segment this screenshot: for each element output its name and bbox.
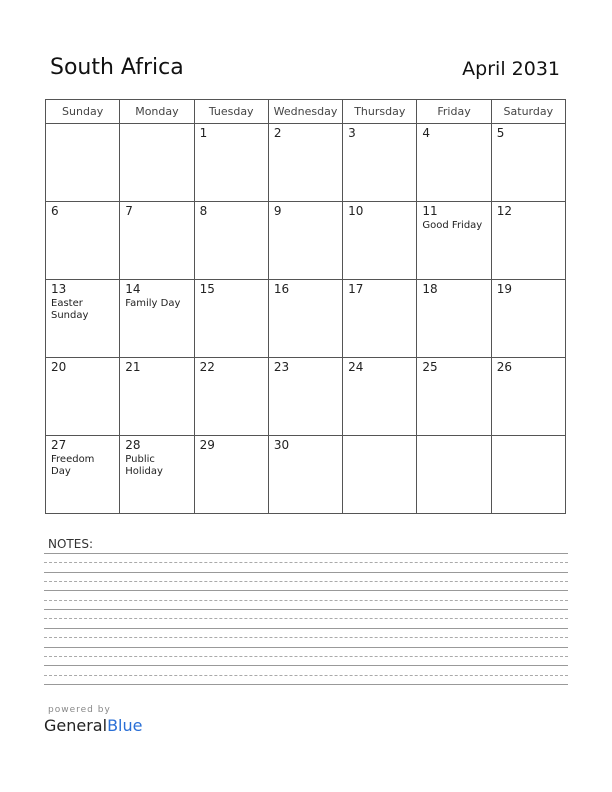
day-cell bbox=[491, 358, 565, 436]
day-cell bbox=[268, 280, 342, 358]
day-cell bbox=[491, 202, 565, 280]
day-number: 2 bbox=[273, 126, 282, 140]
day-number: 4 bbox=[422, 126, 431, 140]
weekday-friday: Friday bbox=[417, 100, 491, 124]
day-cell bbox=[46, 124, 120, 202]
day-cell bbox=[194, 280, 268, 358]
holiday-label bbox=[269, 296, 342, 298]
holiday-label bbox=[195, 140, 268, 142]
day-cell bbox=[417, 358, 491, 436]
day-cell bbox=[491, 436, 565, 514]
holiday-label bbox=[343, 374, 416, 376]
day-cell bbox=[343, 280, 417, 358]
day-number: 30 bbox=[273, 438, 290, 452]
day-cell bbox=[417, 280, 491, 358]
holiday-label bbox=[46, 127, 119, 129]
day-number: 24 bbox=[348, 360, 364, 374]
month-title: April 2031 bbox=[462, 58, 560, 80]
holiday-label bbox=[492, 140, 565, 142]
holiday-label bbox=[195, 374, 268, 376]
holiday-label bbox=[492, 439, 565, 441]
notes-line-dashed bbox=[44, 675, 568, 676]
notes-line bbox=[44, 628, 568, 629]
notes-line-dashed bbox=[44, 581, 568, 582]
holiday-label bbox=[269, 452, 342, 454]
day-cell bbox=[46, 280, 120, 358]
holiday-label bbox=[492, 374, 565, 376]
holiday-label bbox=[120, 127, 193, 129]
day-number: 19 bbox=[496, 282, 512, 296]
day-cell bbox=[194, 436, 268, 514]
holiday-label bbox=[269, 140, 342, 142]
holiday-label bbox=[269, 374, 342, 376]
holiday-label bbox=[343, 296, 416, 298]
weekday-header-row bbox=[46, 100, 566, 124]
notes-line bbox=[44, 609, 568, 610]
holiday-label bbox=[417, 140, 490, 142]
holiday-label bbox=[195, 452, 268, 454]
day-cell bbox=[343, 436, 417, 514]
day-cell bbox=[120, 358, 194, 436]
day-number: 14 bbox=[125, 282, 141, 296]
notes-line-dashed bbox=[44, 600, 568, 601]
week-row bbox=[46, 124, 566, 202]
day-number: 8 bbox=[199, 204, 208, 218]
day-number: 5 bbox=[496, 126, 505, 140]
day-cell bbox=[120, 280, 194, 358]
weekday-saturday: Saturday bbox=[491, 100, 565, 124]
day-number: 25 bbox=[422, 360, 438, 374]
day-number: 3 bbox=[348, 126, 356, 140]
notes-label: NOTES: bbox=[48, 537, 93, 551]
day-number: 9 bbox=[273, 204, 282, 218]
day-cell bbox=[268, 436, 342, 514]
holiday-label: Good Friday bbox=[422, 220, 483, 231]
day-number: 27 bbox=[51, 438, 67, 452]
calendar-grid bbox=[45, 99, 566, 514]
brand-footer bbox=[44, 705, 142, 735]
holiday-label bbox=[195, 218, 268, 220]
day-cell bbox=[194, 358, 268, 436]
day-cell bbox=[491, 124, 565, 202]
holiday-label bbox=[46, 218, 119, 220]
notes-line bbox=[44, 665, 568, 666]
day-cell bbox=[268, 202, 342, 280]
holiday-label: Freedom Day bbox=[51, 454, 95, 477]
day-number: 1 bbox=[199, 126, 208, 140]
day-cell bbox=[417, 124, 491, 202]
weekday-sunday: Sunday bbox=[46, 100, 120, 124]
holiday-label bbox=[195, 296, 268, 298]
day-number: 7 bbox=[125, 204, 133, 218]
holiday-label bbox=[120, 374, 193, 376]
notes-line bbox=[44, 684, 568, 685]
weekday-wednesday: Wednesday bbox=[268, 100, 342, 124]
holiday-label bbox=[492, 218, 565, 220]
day-number: 12 bbox=[496, 204, 512, 218]
day-cell bbox=[417, 202, 491, 280]
holiday-label bbox=[492, 296, 565, 298]
day-cell bbox=[268, 358, 342, 436]
notes-line bbox=[44, 647, 568, 648]
day-cell bbox=[194, 124, 268, 202]
holiday-label bbox=[417, 296, 490, 298]
notes-line-dashed bbox=[44, 656, 568, 657]
day-number: 26 bbox=[496, 360, 512, 374]
day-cell bbox=[343, 202, 417, 280]
weekday-tuesday: Tuesday bbox=[194, 100, 268, 124]
day-number: 16 bbox=[273, 282, 290, 296]
holiday-label bbox=[46, 374, 119, 376]
logo-general: General bbox=[44, 716, 108, 735]
week-row bbox=[46, 202, 566, 280]
week-row bbox=[46, 358, 566, 436]
day-number: 20 bbox=[51, 360, 67, 374]
day-cell bbox=[46, 202, 120, 280]
day-cell bbox=[491, 280, 565, 358]
holiday-label bbox=[417, 439, 490, 441]
day-cell bbox=[343, 124, 417, 202]
weekday-monday: Monday bbox=[120, 100, 194, 124]
day-number: 11 bbox=[422, 204, 438, 218]
day-cell bbox=[417, 436, 491, 514]
powered-by-text: powered by bbox=[48, 705, 111, 715]
holiday-label bbox=[269, 218, 342, 220]
day-number: 28 bbox=[125, 438, 141, 452]
notes-line bbox=[44, 553, 568, 554]
notes-line bbox=[44, 572, 568, 573]
day-cell bbox=[120, 436, 194, 514]
week-row bbox=[46, 280, 566, 358]
day-number: 6 bbox=[51, 204, 59, 218]
day-cell bbox=[120, 124, 194, 202]
day-cell bbox=[194, 202, 268, 280]
logo-blue: Blue bbox=[107, 716, 143, 735]
day-number: 13 bbox=[51, 282, 67, 296]
holiday-label: Easter Sunday bbox=[51, 298, 89, 321]
notes-line-dashed bbox=[44, 637, 568, 638]
day-number: 22 bbox=[199, 360, 215, 374]
holiday-label: Public Holiday bbox=[125, 454, 163, 477]
holiday-label bbox=[343, 439, 416, 441]
day-number: 23 bbox=[273, 360, 290, 374]
weekday-thursday: Thursday bbox=[343, 100, 417, 124]
day-cell bbox=[343, 358, 417, 436]
day-cell bbox=[46, 358, 120, 436]
day-number: 10 bbox=[348, 204, 364, 218]
day-number: 29 bbox=[199, 438, 215, 452]
day-cell bbox=[46, 436, 120, 514]
notes-line bbox=[44, 590, 568, 591]
day-number: 21 bbox=[125, 360, 141, 374]
day-cell bbox=[268, 124, 342, 202]
week-row bbox=[46, 436, 566, 514]
holiday-label bbox=[343, 140, 416, 142]
holiday-label bbox=[417, 374, 490, 376]
day-number: 17 bbox=[348, 282, 364, 296]
country-title: South Africa bbox=[50, 55, 184, 80]
holiday-label: Family Day bbox=[125, 298, 181, 309]
day-cell bbox=[120, 202, 194, 280]
notes-line-dashed bbox=[44, 562, 568, 563]
day-number: 18 bbox=[422, 282, 438, 296]
holiday-label bbox=[343, 218, 416, 220]
generalblue-logo bbox=[44, 716, 142, 735]
notes-line-dashed bbox=[44, 618, 568, 619]
day-number: 15 bbox=[199, 282, 215, 296]
holiday-label bbox=[120, 218, 193, 220]
